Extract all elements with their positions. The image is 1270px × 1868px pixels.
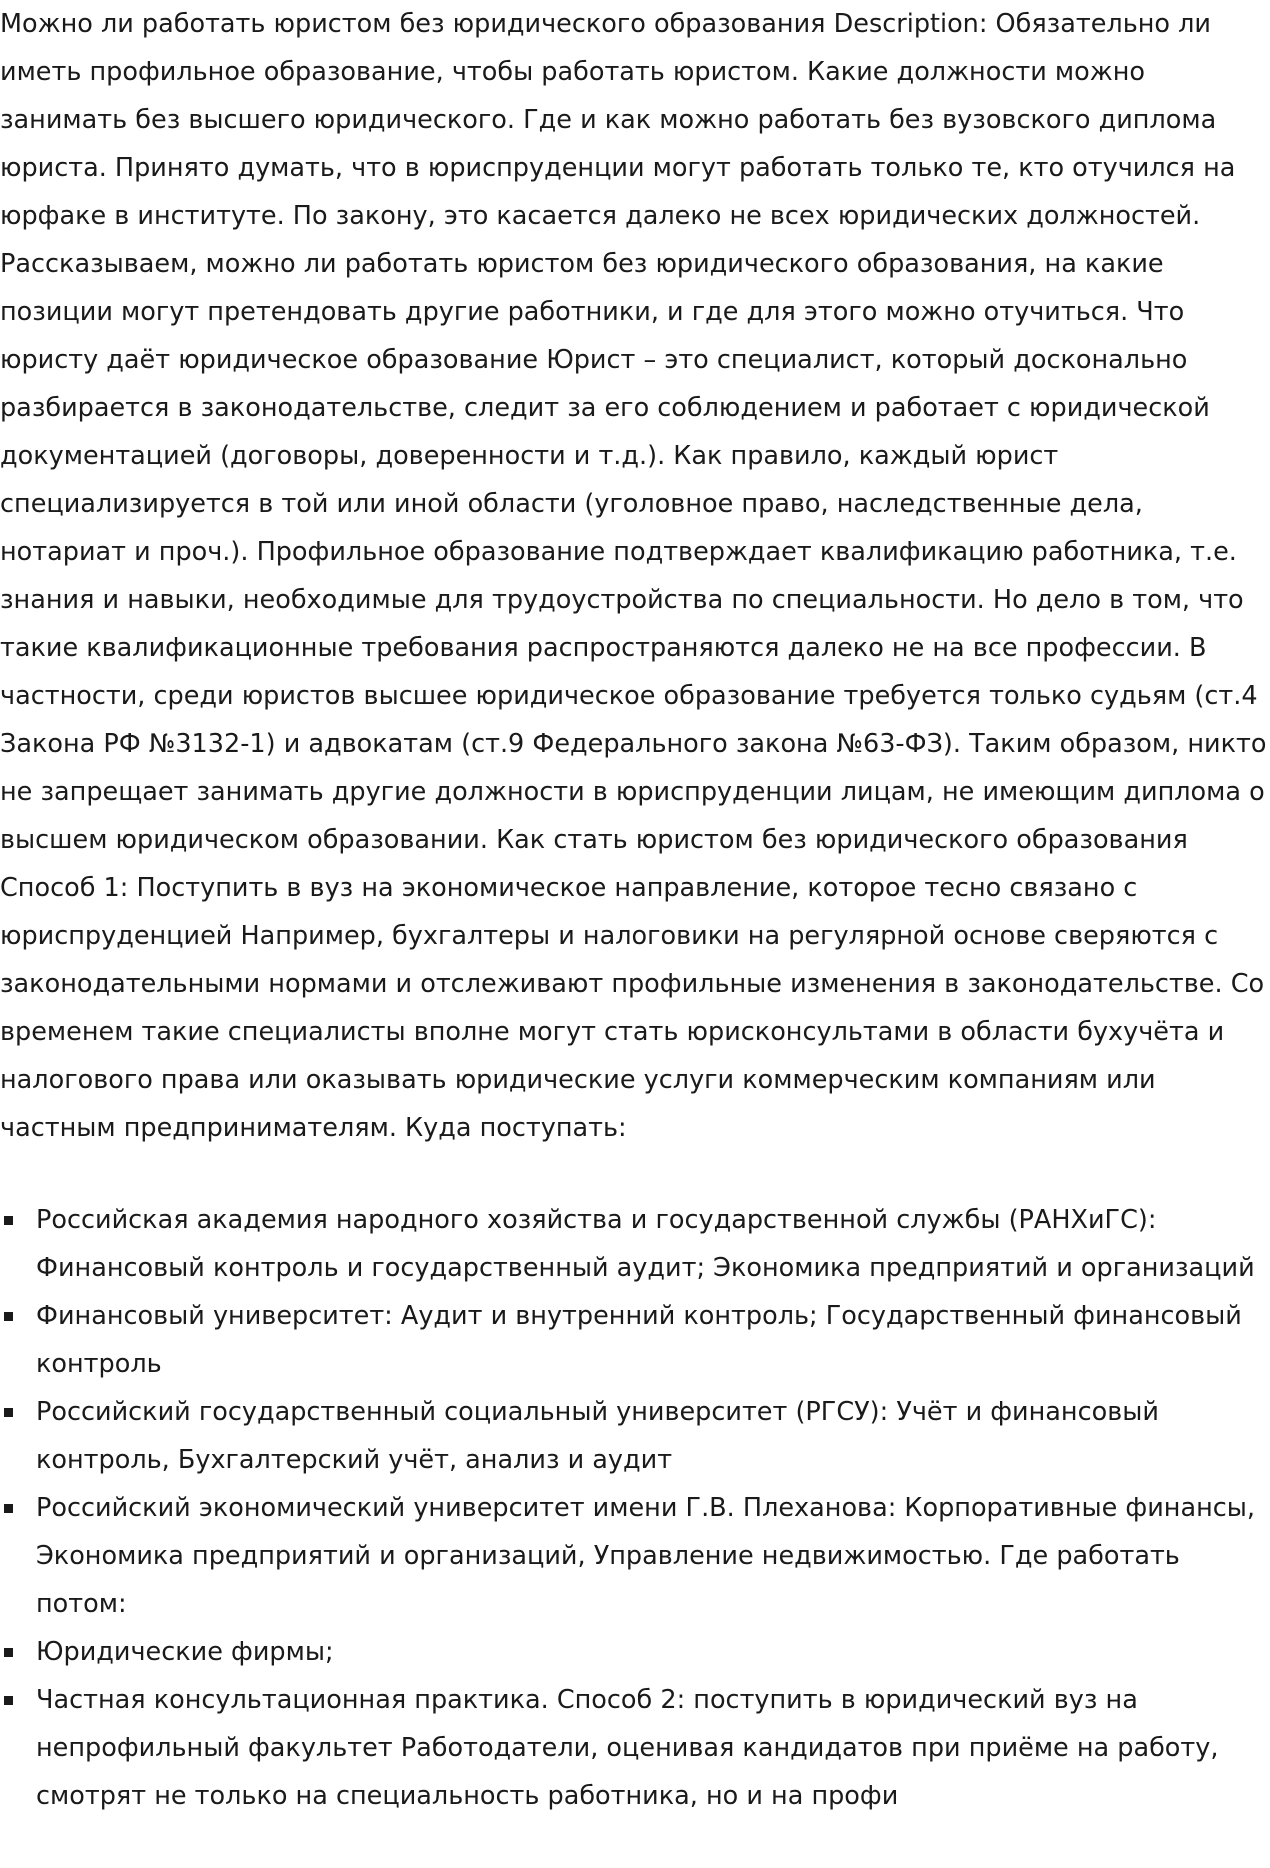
square-bullet-icon — [4, 1504, 13, 1513]
list-item-text: Российская академия народного хозяйства и государственной службы (РАНХиГС): Финансовый контроль и государственный аудит; Экономика предприятий и организаций — [36, 1205, 1255, 1283]
list-item — [0, 1292, 1268, 1388]
list-item — [0, 1484, 1268, 1628]
list-item-text: Юридические фирмы; — [36, 1637, 334, 1667]
square-bullet-icon — [4, 1312, 13, 1321]
list-item — [0, 1676, 1268, 1820]
bullet-list — [0, 1196, 1268, 1820]
square-bullet-icon — [4, 1216, 13, 1225]
article-paragraph: Можно ли работать юристом без юридического образования Description: Обязательно ли иметь профильное образование, чтобы работать юристом. Какие должности можно занимать без высшего юридического. Где и как можно работать без вузовского диплома юриста. Принято думать, что в юриспруденции могут работать только те, кто отучился на юрфаке в институте. По закону, это касается далеко не всех юридических должностей. Рассказываем, можно ли работать юристом без юридического образования, на какие позиции могут претендовать другие работники, и где для этого можно отучиться. Что юристу даёт юридическое образование Юрист – это специалист, который досконально разбирается в законодательстве, следит за его соблюдением и работает с юридической документацией (договоры, доверенности и т.д.). Как правило, каждый юрист специализируется в той или иной области (уголовное право, наследственные дела, нотариат и проч.). Профильное образование подтверждает квалификацию работника, т.е. знания и навыки, необходимые для трудоустройства по специальности. Но дело в том, что такие квалификационные требования распространяются далеко не на все профессии. В частности, среди юристов высшее юридическое образование требуется только судьям (ст.4 Закона РФ №3132-1) и адвокатам (ст.9 Федерального закона №63-ФЗ). Таким образом, никто не запрещает занимать другие должности в юриспруденции лицам, не имеющим диплома о высшем юридическом образовании. Как стать юристом без юридического образования Способ 1: Поступить в вуз на экономическое направление, которое тесно связано с юриспруденцией Например, бухгалтеры и налоговики на регулярной основе сверяются с законодательными нормами и отслеживают профильные изменения в законодательстве. Со временем такие специалисты вполне могут стать юрисконсультами в области бухучёта и налогового права или оказывать юридические услуги коммерческим компаниям или частным предпринимателям. Куда поступать: — [0, 9, 1267, 1143]
square-bullet-icon — [4, 1408, 13, 1417]
square-bullet-icon — [4, 1648, 13, 1657]
list-item — [0, 1196, 1268, 1292]
list-item-text: Финансовый университет: Аудит и внутренний контроль; Государственный финансовый контроль — [36, 1301, 1242, 1379]
square-bullet-icon — [4, 1696, 13, 1705]
list-item-text: Частная консультационная практика. Способ 2: поступить в юридический вуз на непрофильный факультет Работодатели, оценивая кандидатов при приёме на работу, смотрят не только на специальность работника, но и на профи — [36, 1685, 1219, 1811]
list-item-text: Российский государственный социальный университет (РГСУ): Учёт и финансовый контроль, Бухгалтерский учёт, анализ и аудит — [36, 1397, 1159, 1475]
list-item — [0, 1628, 1268, 1676]
list-item-text: Российский экономический университет имени Г.В. Плеханова: Корпоративные финансы, Экономика предприятий и организаций, Управление недвижимостью. Где работать потом: — [36, 1493, 1256, 1619]
list-item — [0, 1388, 1268, 1484]
